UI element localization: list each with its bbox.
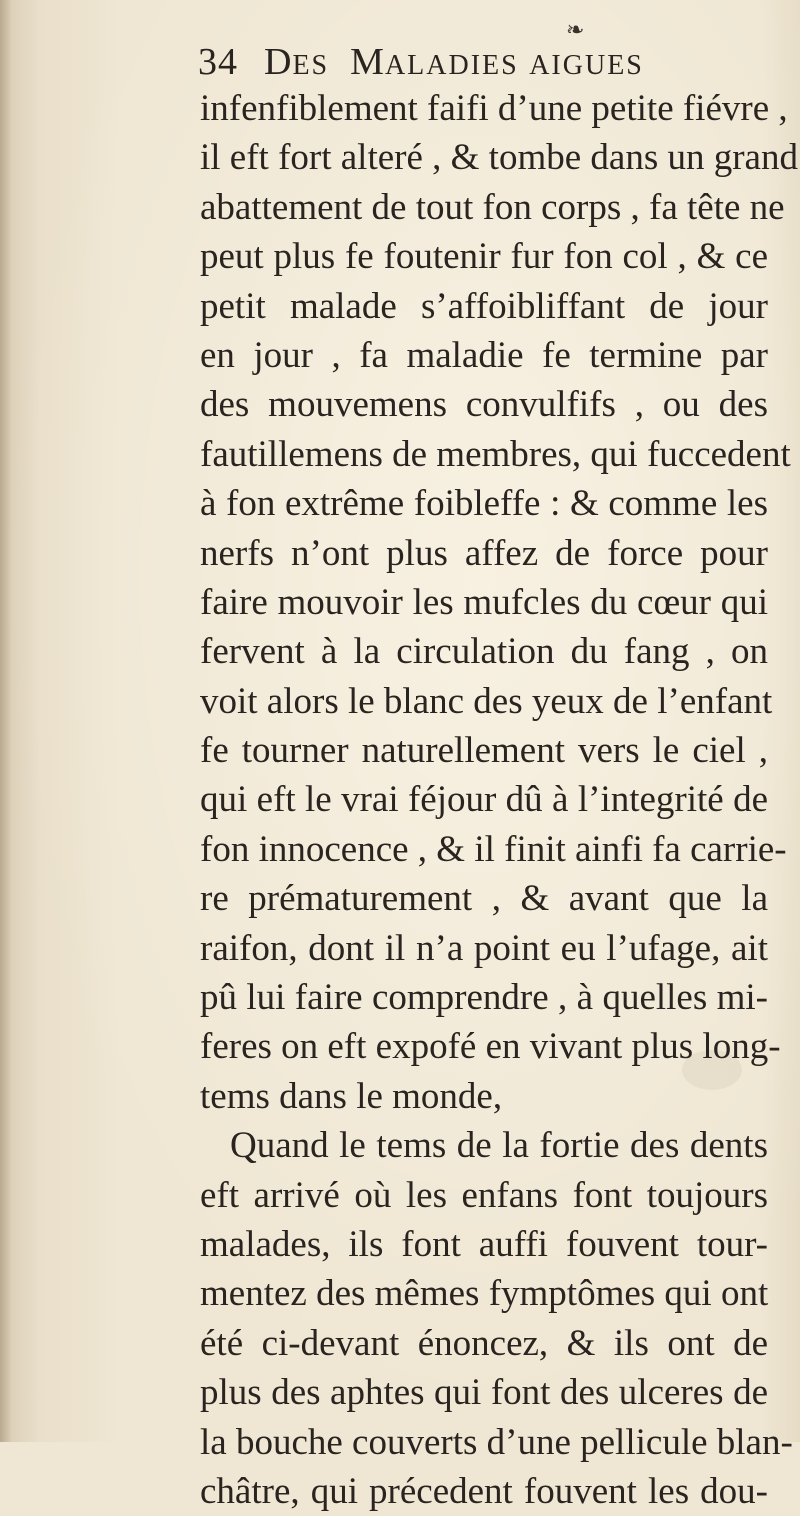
text-line: mentez des mêmes fymptômes qui ont bbox=[200, 1273, 769, 1315]
text-line: plus des aphtes qui font des ulceres de bbox=[200, 1372, 768, 1414]
paragraph-start-line: Quand le tems de la fortie des dents bbox=[230, 1125, 768, 1167]
text-line: feres on eft expofé en vivant plus long- bbox=[200, 1026, 781, 1068]
title-word-3: AIGUES bbox=[529, 50, 644, 81]
text-line: fon innocence , & il finit ainfi fa carrie- bbox=[200, 828, 787, 870]
ornament-icon: ❧ bbox=[566, 18, 585, 43]
text-line: nerfs n’ont plus affez de force pour bbox=[200, 532, 768, 574]
text-line: petit malade s’affoibliffant de jour bbox=[200, 285, 768, 327]
text-line: qui eft le vrai féjour dû à l’integrité de bbox=[200, 779, 768, 821]
text-line: été ci-devant énoncez, & ils ont de bbox=[200, 1322, 768, 1364]
text-line: en jour , fa maladie fe termine par bbox=[200, 334, 768, 376]
body-text bbox=[200, 84, 798, 1516]
text-line: raifon, dont il n’a point eu l’ufage, ait bbox=[200, 927, 768, 969]
text-line: abattement de tout fon corps , fa tête ne bbox=[200, 186, 785, 228]
title-word-1: DES bbox=[264, 41, 330, 83]
text-line: fervent à la circulation du fang , on bbox=[200, 631, 768, 673]
title-word-2: MALADIES bbox=[350, 41, 519, 83]
text-line: il eft fort alteré , & tombe dans un grand bbox=[200, 137, 798, 179]
running-head bbox=[198, 40, 798, 90]
page-number: 34 bbox=[198, 41, 238, 83]
text-line: peut plus fe foutenir fur fon col , & ce bbox=[200, 236, 768, 278]
page-gutter-shadow bbox=[0, 0, 12, 1442]
text-line: infenfiblement faifi d’une petite fiévre , bbox=[200, 88, 788, 129]
paragraph-end-line: tems dans le monde, bbox=[200, 1075, 503, 1117]
text-line: voit alors le blanc des yeux de l’enfant bbox=[200, 680, 773, 722]
text-line: pû lui faire comprendre , à quelles mi- bbox=[200, 977, 768, 1019]
text-line: eft arrivé où les enfans font toujours bbox=[200, 1174, 768, 1216]
text-line: faire mouvoir les mufcles du cœur qui bbox=[200, 581, 768, 623]
text-line: fe tourner naturellement vers le ciel , bbox=[200, 730, 768, 772]
text-line: malades, ils font auffi fouvent tour- bbox=[200, 1223, 768, 1265]
text-line: des mouvemens convulfifs , ou des bbox=[200, 384, 768, 426]
text-line: châtre, qui précedent fouvent les dou- bbox=[200, 1470, 768, 1512]
text-line: re prématurement , & avant que la bbox=[200, 878, 768, 920]
text-line: fautillemens de membres, qui fuccedent bbox=[200, 433, 791, 475]
text-line: à fon extrême foibleffe : & comme les bbox=[200, 483, 768, 525]
text-line: la bouche couverts d’une pellicule blan- bbox=[200, 1421, 793, 1463]
